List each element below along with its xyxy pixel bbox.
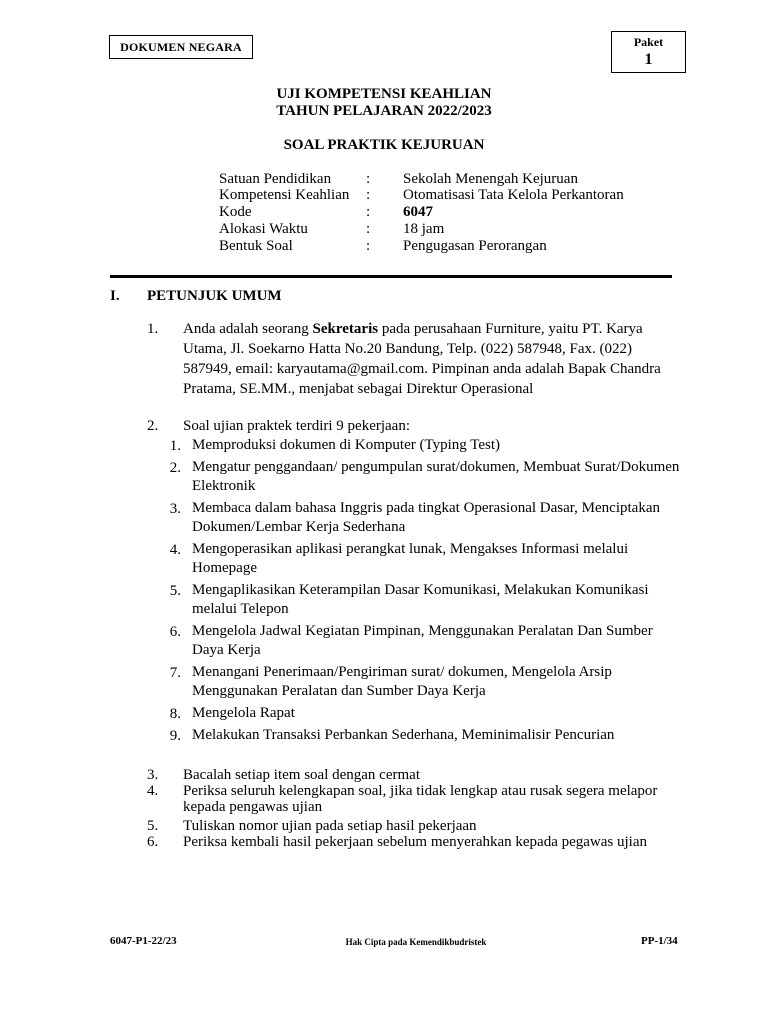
list-item-text	[183, 319, 683, 399]
exam-title: UJI KOMPETENSI KEAHLIAN	[276, 86, 492, 102]
task-text: Menangani Penerimaan/Pengiriman surat/ dokumen, Mengelola Arsip Menggunakan Peralatan dan Sumber Daya Kerja	[192, 664, 612, 699]
list-item-text: Soal ujian praktek terdiri 9 pekerjaan:	[183, 418, 410, 434]
info-label: Alokasi Waktu	[219, 221, 308, 237]
paket-label: Paket	[633, 35, 664, 49]
academic-year-title: TAHUN PELAJARAN 2022/2023	[276, 103, 492, 119]
role-bold: Sekretaris	[312, 321, 379, 337]
task-text: Mengelola Jadwal Kegiatan Pimpinan, Menggunakan Peralatan Dan Sumber Daya Kerja	[192, 623, 653, 658]
info-value: Sekolah Menengah Kejuruan	[403, 171, 578, 187]
list-item-number: 4.	[147, 783, 159, 799]
paket-box	[611, 31, 686, 73]
info-value: Otomatisasi Tata Kelola Perkantoran	[403, 187, 624, 203]
list-item-number: 2.	[147, 418, 159, 434]
footer-doc-code: 6047-P1-22/23	[110, 935, 177, 947]
footer-copyright: Hak Cipta pada Kemendikbudristek	[345, 937, 487, 947]
task-text: Mengoperasikan aplikasi perangkat lunak, Mengakses Informasi melalui Homepage	[192, 541, 629, 576]
task-text: Membaca dalam bahasa Inggris pada tingkat Operasional Dasar, Menciptakan Dokumen/Lembar Kerja Sederhana	[192, 500, 660, 535]
list-item-text: Periksa kembali hasil pekerjaan sebelum menyerahkan kepada pegawas ujian	[183, 834, 647, 850]
list-item-number: 3.	[147, 767, 159, 783]
info-label: Kode	[219, 204, 252, 220]
task-text: Memproduksi dokumen di Komputer (Typing Test)	[192, 437, 501, 453]
list-item-text: Periksa seluruh kelengkapan soal, jika tidak lengkap atau rusak segera melapor kepada pengawas ujian	[183, 783, 658, 815]
info-value: 18 jam	[403, 221, 445, 237]
task-number: 5.	[169, 583, 181, 599]
task-number: 1.	[169, 438, 181, 454]
task-text: Mengaplikasikan Keterampilan Dasar Komunikasi, Melakukan Komunikasi melalui Telepon	[192, 582, 649, 617]
item-text-post: pada perusahaan Furniture, yaitu PT. Karya Utama, Jl. Soekarno Hatta No.20 Bandung, Telp. (022) 587948, Fax. (022) 587949, email: karyautama@gmail.com. Pimpinan anda adalah Bapak Chandra Pratama, SE.MM., menjabat sebagai Direktur Operasional	[183, 321, 661, 397]
info-colon: :	[366, 204, 371, 220]
paket-number: 1	[644, 51, 653, 68]
task-number: 2.	[169, 460, 181, 476]
list-item-number: 6.	[147, 834, 159, 850]
task-number: 6.	[169, 624, 181, 640]
info-colon: :	[366, 238, 371, 254]
info-value: Pengugasan Perorangan	[403, 238, 547, 254]
task-number: 9.	[169, 728, 181, 744]
info-value-code: 6047	[403, 204, 433, 220]
task-number: 8.	[169, 706, 181, 722]
info-colon: :	[366, 171, 371, 187]
horizontal-divider	[110, 275, 672, 278]
item-text-pre: Anda adalah seorang	[183, 321, 313, 337]
task-number: 7.	[169, 665, 181, 681]
info-colon: :	[366, 221, 371, 237]
task-number: 4.	[169, 542, 181, 558]
section-title: PETUNJUK UMUM	[147, 288, 282, 304]
task-text: Mengelola Rapat	[192, 705, 295, 721]
list-item-text: Bacalah setiap item soal dengan cermat	[183, 767, 420, 783]
practical-exam-title: SOAL PRAKTIK KEJURUAN	[283, 137, 485, 153]
info-label: Bentuk Soal	[219, 238, 293, 254]
footer-page-number: PP-1/34	[641, 935, 678, 947]
document-classification-badge: DOKUMEN NEGARA	[109, 35, 253, 59]
list-item-number: 1.	[147, 321, 159, 337]
task-text: Mengatur penggandaan/ pengumpulan surat/dokumen, Membuat Surat/Dokumen Elektronik	[192, 459, 680, 494]
section-number: I.	[110, 288, 120, 304]
info-colon: :	[366, 187, 371, 203]
list-item-text: Tuliskan nomor ujian pada setiap hasil pekerjaan	[183, 818, 477, 834]
task-text: Melakukan Transaksi Perbankan Sederhana, Meminimalisir Pencurian	[192, 727, 615, 743]
info-label: Kompetensi Keahlian	[219, 187, 350, 203]
info-label: Satuan Pendidikan	[219, 171, 332, 187]
list-item-number: 5.	[147, 818, 159, 834]
task-number: 3.	[169, 501, 181, 517]
